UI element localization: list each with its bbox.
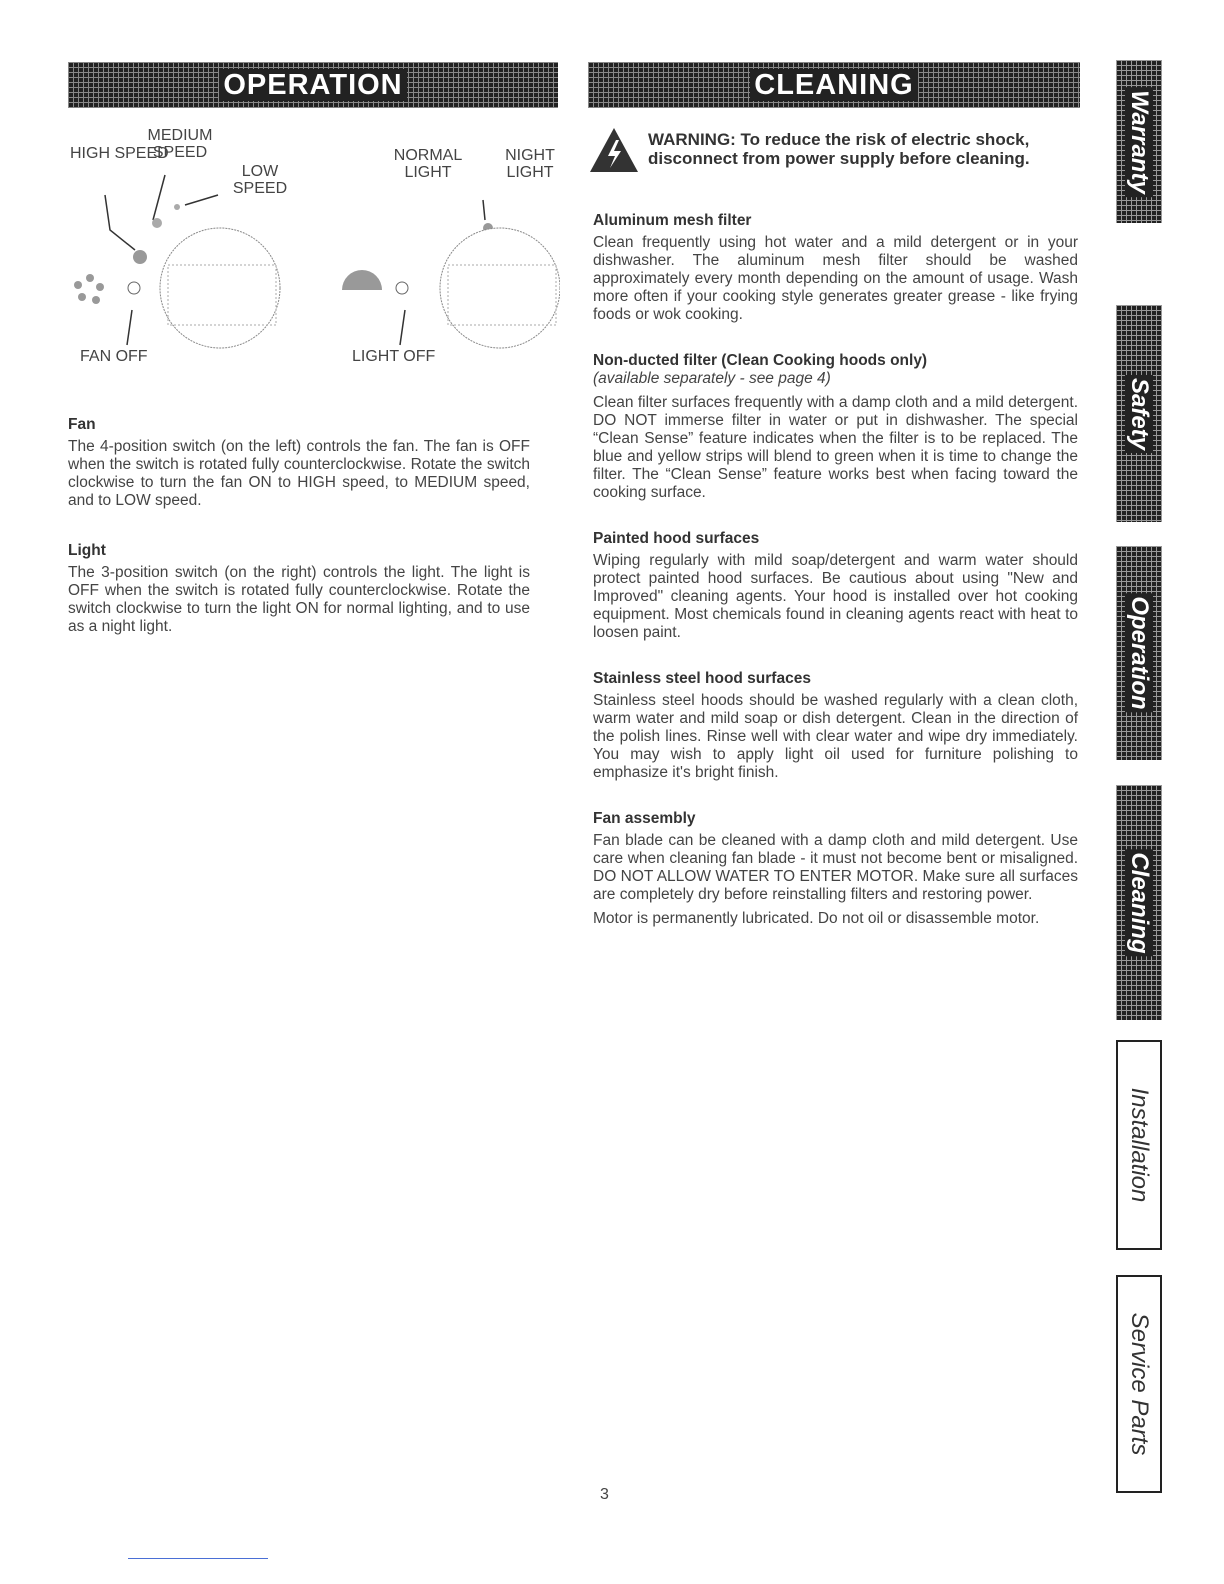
tab-service-parts[interactable] <box>1116 1275 1162 1493</box>
section-paragraph: Stainless steel hoods should be washed regularly with a clean cloth, warm water and mild soap or dish detergent. Clean in the direction of the polish lines. Rinse well with clear water and wipe dry immediately. You may wish to apply light oil used for furniture polishing to emphasize it's bright finish. <box>593 692 1078 781</box>
section-paragraph: Clean filter surfaces frequently with a damp cloth and a mild detergent. DO NOT immerse filter in water or put in dishwasher. The special “Clean Sense” feature indicates when the filter is to be replaced. The blue and yellow strips will blend to green when it is time to change the filter. The “Clean Sense” feature works best when facing toward the cooking surface. <box>593 394 1078 501</box>
section-heading: Painted hood surfaces <box>593 530 760 547</box>
tab-label: Warranty <box>1125 87 1153 197</box>
fan-section <box>68 416 530 510</box>
warning-text: WARNING: To reduce the risk of electric shock, disconnect from power supply before cleaning. <box>648 130 1030 168</box>
light-off-label: LIGHT OFF <box>352 348 436 365</box>
cleaning-section <box>593 352 1078 502</box>
low-speed-label: LOW SPEED <box>232 163 288 197</box>
electric-shock-warning-icon <box>588 126 640 174</box>
cleaning-section <box>593 212 1078 324</box>
section-heading: Stainless steel hood surfaces <box>593 670 811 687</box>
section-paragraph: Clean frequently using hot water and a mild detergent or in your dishwasher. The aluminum mesh filter should be washed approximately every month depending on the amount of usage. Wash more often if your cooking style generates greater grease - like frying foods or wok cooking. <box>593 234 1078 323</box>
cleaning-section <box>593 530 1078 642</box>
light-section <box>68 542 530 636</box>
warning-notice <box>588 130 1078 168</box>
operation-banner <box>68 62 558 108</box>
section-heading: Non-ducted filter (Clean Cooking hoods only) <box>593 352 928 369</box>
cleaning-section <box>593 810 1078 928</box>
tab-warranty[interactable] <box>1116 60 1162 223</box>
section-heading: Aluminum mesh filter <box>593 212 752 229</box>
fan-heading: Fan <box>68 416 96 433</box>
section-paragraph: Wiping regularly with mild soap/detergent and warm water should protect painted hood surfaces. Be cautious about using "New and Improved" cleaning agents. Your hood is installed over hot cooking equipment. Most chemicals found in cleaning agents react with heat to loosen paint. <box>593 552 1078 641</box>
cleaning-section <box>593 670 1078 782</box>
section-heading: Fan assembly <box>593 810 696 827</box>
fan-off-label: FAN OFF <box>80 348 148 365</box>
operation-title: OPERATION <box>219 69 406 101</box>
high-speed-label: HIGH SPEED <box>70 145 169 162</box>
section-subheading: (available separately - see page 4) <box>593 370 831 387</box>
medium-speed-label: MEDIUM SPEED <box>147 127 213 161</box>
tab-label: Installation <box>1125 1085 1153 1206</box>
section-paragraph: Motor is permanently lubricated. Do not oil or disassemble motor. <box>593 910 1040 927</box>
cleaning-column <box>593 212 1078 956</box>
tab-label: Cleaning <box>1125 849 1153 956</box>
cleaning-title: CLEANING <box>750 69 917 101</box>
tab-cleaning[interactable] <box>1116 785 1162 1020</box>
tab-label: Safety <box>1125 374 1153 452</box>
fan-body: The 4-position switch (on the left) controls the fan. The fan is OFF when the switch is rotated fully counterclockwise. Rotate the switch clockwise to turn the fan ON to HIGH speed, to MEDIUM speed, and to LOW speed. <box>68 438 530 509</box>
tab-label: Service Parts <box>1125 1310 1153 1459</box>
tab-safety[interactable] <box>1116 305 1162 522</box>
light-body: The 3-position switch (on the right) controls the light. The light is OFF when the switch is rotated fully counterclockwise. Rotate the switch clockwise to turn the light ON for normal lighting, and to use as a night light. <box>68 564 530 635</box>
night-light-label: NIGHT LIGHT <box>505 147 555 181</box>
operation-column <box>68 416 530 664</box>
tab-installation[interactable] <box>1116 1040 1162 1250</box>
section-paragraph: Fan blade can be cleaned with a damp cloth and mild detergent. Use care when cleaning fan blade - it must not become bent or misaligned. DO NOT ALLOW WATER TO ENTER MOTOR. Make sure all surfaces are completely dry before reinstalling filters and restoring power. <box>593 832 1078 903</box>
tab-label: Operation <box>1125 593 1153 712</box>
tab-operation[interactable] <box>1116 546 1162 760</box>
normal-light-label: NORMAL LIGHT <box>393 147 463 181</box>
light-heading: Light <box>68 542 106 559</box>
footer-rule <box>128 1558 268 1559</box>
cleaning-banner <box>588 62 1080 108</box>
page-number: 3 <box>600 1486 609 1503</box>
